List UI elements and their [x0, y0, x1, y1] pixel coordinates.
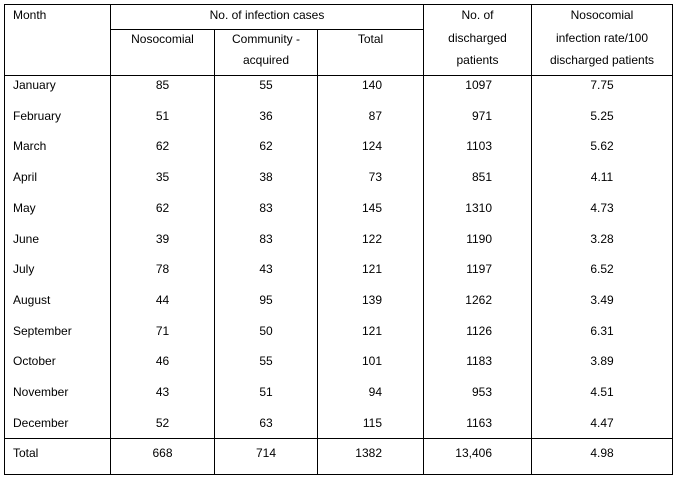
cell-community: 51: [259, 385, 273, 399]
cell-month: February: [13, 108, 62, 123]
cell-month: October: [13, 354, 56, 369]
cell-community: 63: [259, 415, 273, 430]
cell-nosocomial: 62: [155, 139, 170, 154]
cell-rate: 3.28: [590, 231, 614, 246]
cell-rate: 4.73: [590, 200, 614, 215]
header-infection-cases: No. of infection cases: [209, 8, 325, 22]
cell-total: 121: [361, 323, 382, 338]
cell-discharged: 1126: [466, 323, 492, 338]
cell-total: 101: [361, 354, 382, 369]
totals-discharged: 13,406: [455, 446, 492, 460]
cell-discharged: 971: [471, 108, 492, 123]
totals-total: 1382: [355, 446, 382, 460]
cell-rate: 7.75: [590, 78, 614, 92]
cell-total: 139: [361, 292, 382, 307]
cell-rate: 4.51: [590, 385, 614, 399]
header-discharged: patients: [456, 53, 499, 67]
header-community: Community -: [231, 32, 300, 46]
header-rate: discharged patients: [549, 53, 655, 67]
cell-discharged: 1103: [466, 139, 492, 154]
cell-nosocomial: 44: [155, 292, 170, 307]
cell-community: 83: [259, 200, 273, 215]
cell-rate: 5.62: [590, 139, 614, 154]
cell-month: December: [13, 415, 69, 430]
header-nosocomial: Nosocomial: [131, 32, 194, 46]
cell-rate: 3.49: [590, 292, 614, 307]
cell-community: 38: [259, 170, 273, 185]
cell-month: March: [13, 139, 47, 154]
row-rule: [5, 438, 672, 439]
infection-table: [4, 4, 673, 475]
cell-nosocomial: 71: [155, 323, 170, 338]
cell-nosocomial: 35: [155, 170, 170, 185]
header-discharged: discharged: [448, 31, 507, 45]
cell-nosocomial: 85: [155, 78, 170, 92]
row-rule: [5, 75, 672, 76]
cell-discharged: 851: [471, 170, 492, 185]
cell-total: 140: [361, 78, 382, 92]
cell-discharged: 1183: [466, 354, 492, 369]
header-total: Total: [357, 32, 384, 46]
cell-nosocomial: 78: [155, 262, 170, 277]
header-rate: Nosocomial: [570, 8, 634, 22]
cell-nosocomial: 46: [155, 354, 170, 369]
cell-rate: 4.47: [590, 415, 614, 430]
col-rule: [214, 29, 215, 474]
cell-nosocomial: 51: [155, 108, 170, 123]
cell-nosocomial: 43: [155, 385, 170, 399]
cell-nosocomial: 62: [155, 200, 170, 215]
cell-total: 115: [362, 415, 382, 430]
col-rule: [317, 29, 318, 474]
cell-community: 55: [259, 354, 273, 369]
cell-community: 55: [259, 78, 273, 92]
cell-community: 83: [259, 231, 273, 246]
cell-nosocomial: 39: [155, 231, 170, 246]
cell-month: September: [13, 323, 72, 338]
totals-rate: 4.98: [590, 446, 614, 460]
header-month: Month: [13, 8, 47, 22]
cell-rate: 4.11: [590, 170, 614, 185]
cell-rate: 6.52: [590, 262, 614, 277]
cell-discharged: 1262: [465, 292, 492, 307]
cell-discharged: 1197: [466, 262, 492, 277]
cell-total: 73: [368, 170, 382, 185]
cell-month: January: [13, 78, 56, 92]
cell-total: 94: [368, 385, 382, 399]
cell-month: April: [13, 170, 38, 185]
cell-total: 122: [361, 231, 382, 246]
header-rate: infection rate/100: [555, 31, 649, 45]
cell-total: 124: [361, 139, 382, 154]
row-rule: [110, 29, 423, 30]
cell-total: 145: [361, 200, 382, 215]
cell-discharged: 1097: [465, 78, 492, 92]
totals-label: Total: [13, 446, 39, 460]
cell-rate: 3.89: [590, 354, 614, 369]
cell-discharged: 1163: [466, 415, 492, 430]
cell-community: 36: [259, 108, 273, 123]
cell-month: June: [13, 231, 40, 246]
cell-rate: 5.25: [590, 108, 614, 123]
header-discharged: No. of: [461, 8, 494, 22]
cell-month: August: [13, 292, 51, 307]
cell-community: 50: [259, 323, 273, 338]
cell-rate: 6.31: [590, 323, 614, 338]
cell-discharged: 1310: [465, 200, 492, 215]
cell-month: July: [13, 262, 35, 277]
cell-total: 121: [361, 262, 382, 277]
cell-nosocomial: 52: [155, 415, 170, 430]
totals-community: 714: [255, 446, 277, 460]
cell-month: November: [13, 385, 69, 399]
cell-community: 95: [259, 292, 273, 307]
cell-community: 62: [259, 139, 273, 154]
cell-community: 43: [259, 262, 273, 277]
cell-total: 87: [368, 108, 382, 123]
cell-discharged: 953: [471, 385, 492, 399]
header-community: acquired: [242, 53, 290, 67]
cell-discharged: 1190: [466, 231, 492, 246]
totals-nosocomial: 668: [152, 446, 173, 460]
cell-month: May: [13, 200, 36, 215]
